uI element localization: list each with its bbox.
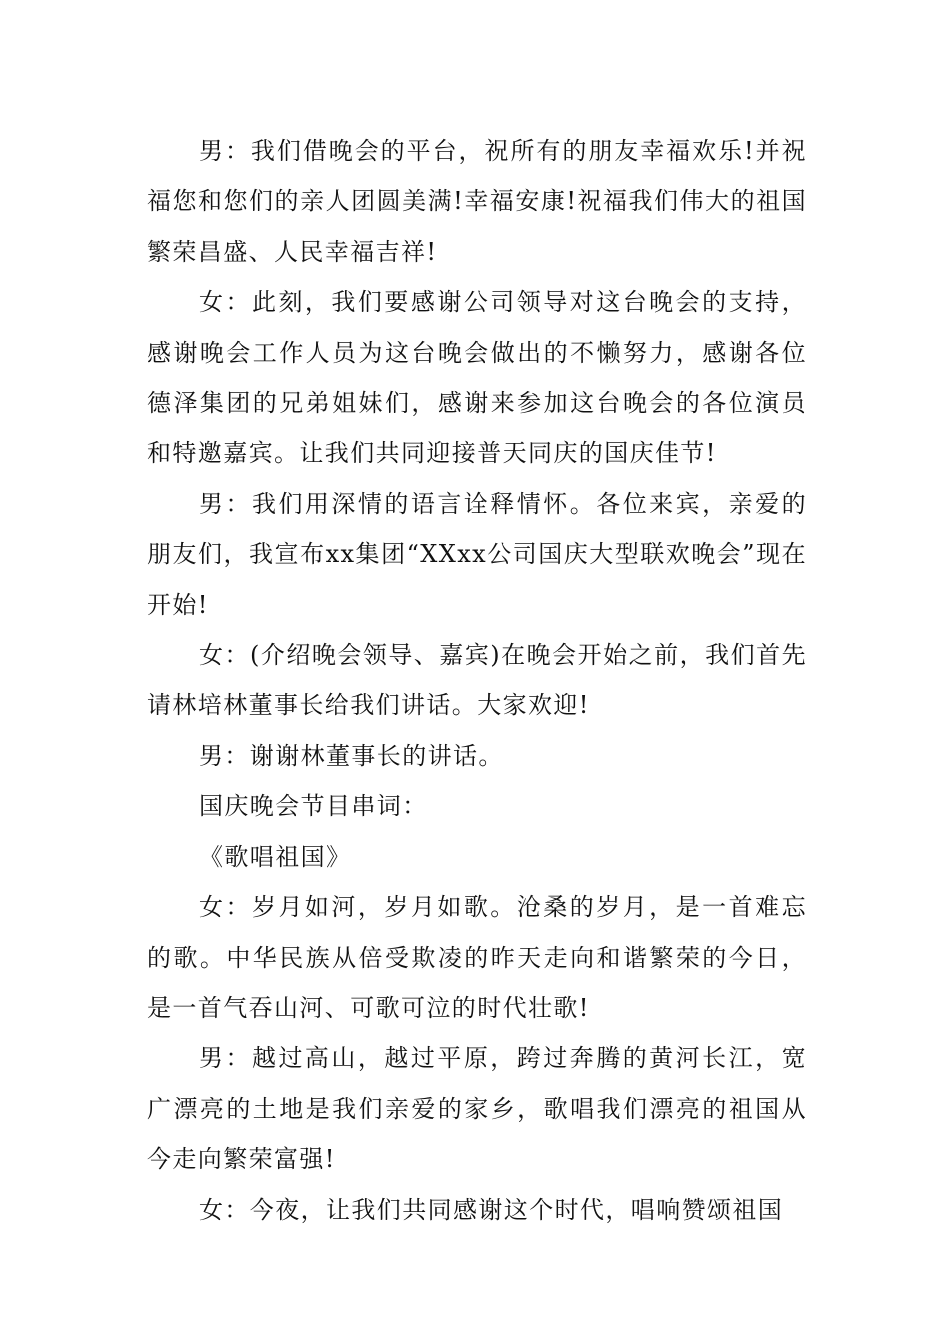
paragraph-7: 男：越过高山，越过平原，跨过奔腾的黄河长江，宽广漂亮的土地是我们亲爱的家乡，歌唱我们漂亮的祖国从今走向繁荣富强! — [147, 1044, 807, 1174]
section-heading: 国庆晚会节目串词： — [199, 792, 428, 821]
paragraph-2: 女：此刻，我们要感谢公司领导对这台晚会的支持，感谢晚会工作人员为这台晚会做出的不懒努力，感谢各位德泽集团的兄弟姐妹们，感谢来参加这台晚会的各位演员和特邀嘉宾。让我们共同迎接普天同庆的国庆佳节! — [147, 288, 807, 468]
document-body — [147, 126, 807, 1235]
paragraph-8: 女：今夜，让我们共同感谢这个时代，唱响赞颂祖国 — [199, 1195, 784, 1224]
paragraph-3: 男：我们用深情的语言诠释情怀。各位来宾，亲爱的朋友们，我宣布xx集团“XXxx公司国庆大型联欢晚会”现在开始! — [147, 489, 807, 619]
paragraph-1: 男：我们借晚会的平台，祝所有的朋友幸福欢乐!并祝福您和您们的亲人团圆美满!幸福安康!祝福我们伟大的祖国繁荣昌盛、人民幸福吉祥! — [147, 137, 807, 266]
paragraph-6: 女：岁月如河，岁月如歌。沧桑的岁月，是一首难忘的歌。中华民族从倍受欺凌的昨天走向和谐繁荣的今日，是一首气吞山河、可歌可泣的时代壮歌! — [147, 893, 807, 1022]
program-title: 《歌唱祖国》 — [199, 842, 352, 871]
paragraph-4: 女：(介绍晚会领导、嘉宾)在晚会开始之前，我们首先请林培林董事长给我们讲话。大家欢迎! — [147, 641, 807, 720]
paragraph-5: 男：谢谢林董事长的讲话。 — [199, 741, 504, 770]
